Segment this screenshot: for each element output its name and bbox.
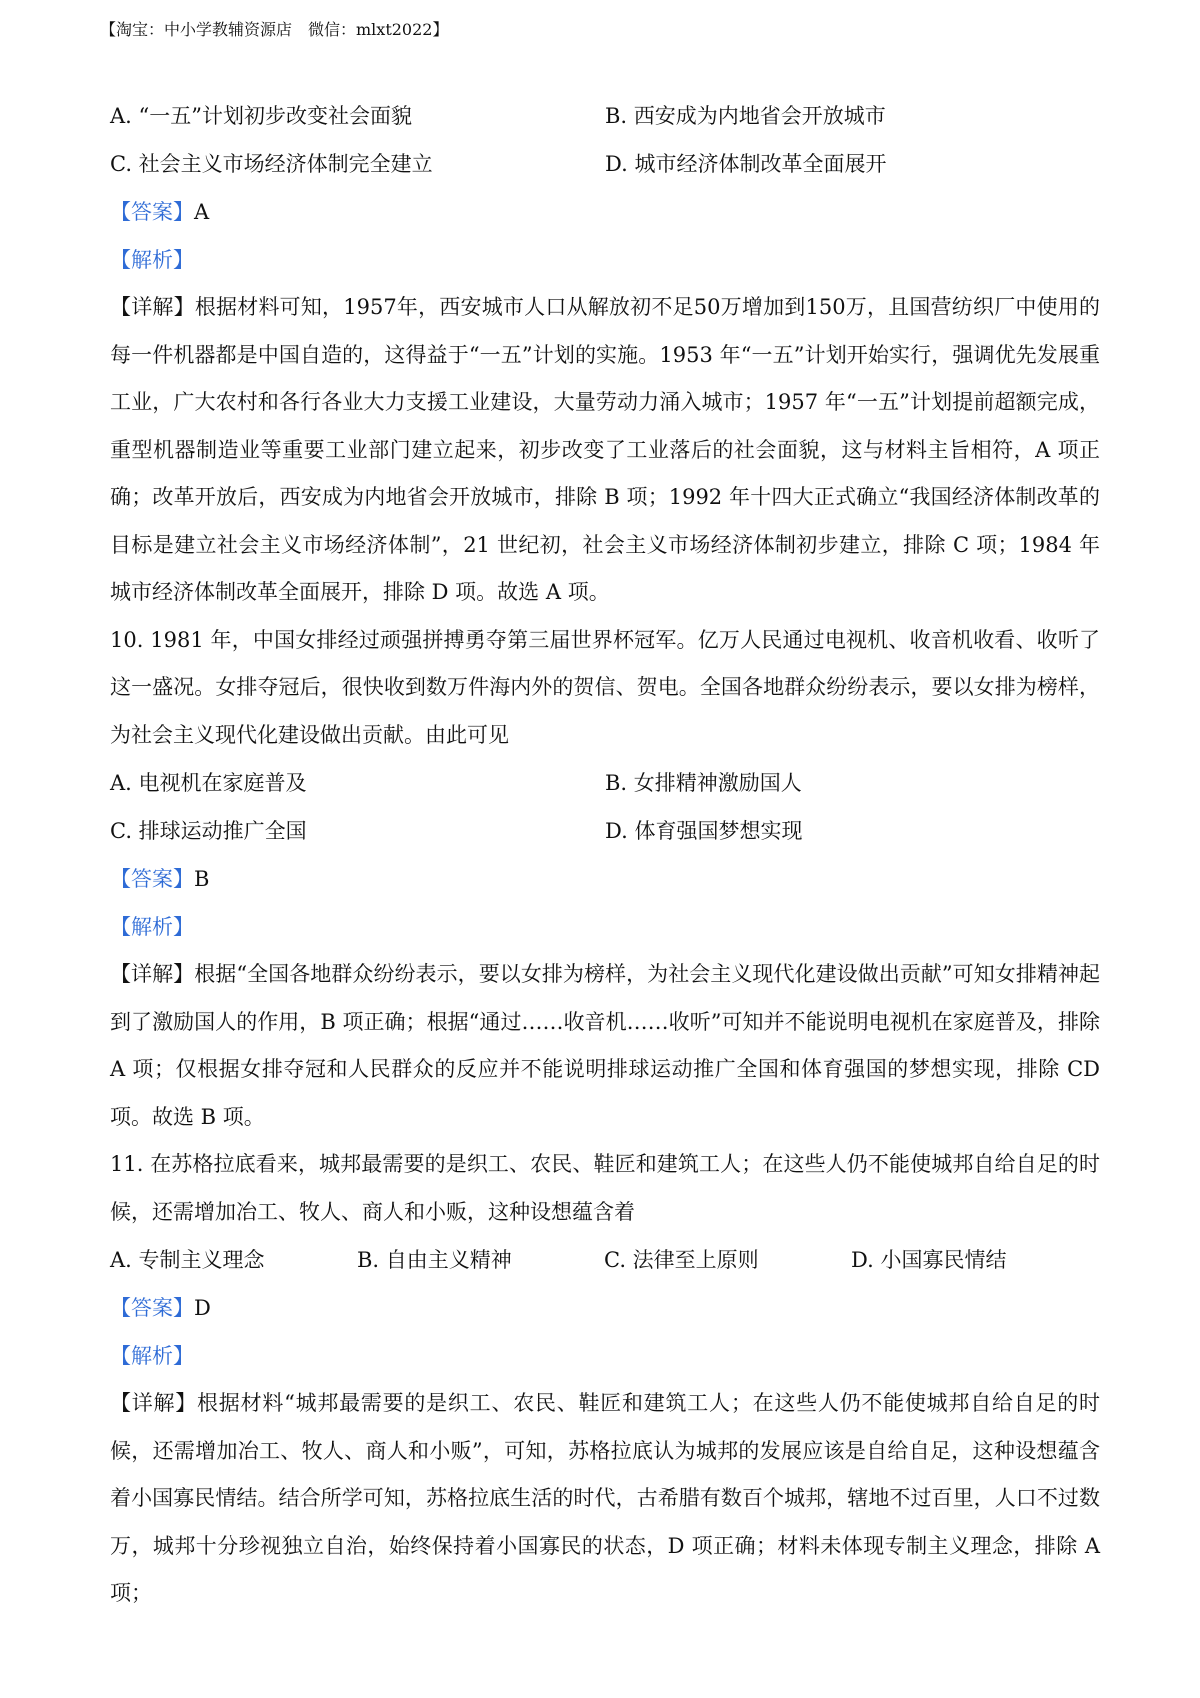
q11-detail: [110, 1380, 1100, 1618]
document-body: [110, 92, 1100, 1618]
q9-answer: [110, 188, 1100, 236]
q10-option-a: A. 电视机在家庭普及: [110, 771, 307, 795]
q10-option-c: C. 排球运动推广全国: [110, 819, 307, 843]
q10-stem: 10. 1981 年，中国女排经过顽强拼搏勇夺第三届世界杯冠军。亿万人民通过电视机、收音机收看、收听了这一盛况。女排夺冠后，很快收到数万件海内外的贺信、贺电。全国各地群众纷纷表示，要以女排为榜样，为社会主义现代化建设做出贡献。由此可见: [110, 627, 1100, 747]
answer-value: B: [194, 867, 210, 891]
answer-tag: 【答案】: [110, 1296, 194, 1320]
q11-options: [110, 1236, 1100, 1284]
detail-text: 根据材料可知，1957年，西安城市人口从解放初不足50万增加到150万，且国营纺织厂中使用的每一件机器都是中国自造的，这得益于“一五”计划的实施。1953 年“一五”计划开始实行，强调优先发展重工业，广大农村和各行各业大力支援工业建设，大量劳动力涌入城市；1957 年“一五”计划提前超额完成，重型机器制造业等重要工业部门建立起来，初步改变了工业落后的社会面貌，这与材料主旨相符，A 项正确；改革开放后，西安成为内地省会开放城市，排除 B 项；1992 年十四大正式确立“我国经济体制改革的目标是建立社会主义市场经济体制”，21 世纪初，社会主义市场经济体制初步建立，排除 C 项；1984 年城市经济体制改革全面展开，排除 D 项。故选 A 项。: [110, 295, 1101, 604]
q11-option-d: D. 小国寡民情结: [851, 1248, 1007, 1272]
detail-text: 根据“全国各地群众纷纷表示，要以女排为榜样，为社会主义现代化建设做出贡献”可知女排精神起到了激励国人的作用，B 项正确；根据“通过……收音机……收听”可知并不能说明电视机在家庭普及，排除 A 项；仅根据女排夺冠和人民群众的反应并不能说明排球运动推广全国和体育强国的梦想实现，排除 CD 项。故选 B 项。: [110, 962, 1101, 1129]
answer-value: A: [194, 200, 210, 224]
q9-detail: [110, 284, 1100, 617]
detail-tag: 【详解】: [110, 295, 195, 319]
q11-answer: [110, 1284, 1100, 1332]
q10-answer: [110, 855, 1100, 903]
q9-option-d: D. 城市经济体制改革全面展开: [605, 152, 887, 176]
q11-stem: 11. 在苏格拉底看来，城邦最需要的是织工、农民、鞋匠和建筑工人；在这些人仍不能使城邦自给自足的时候，还需增加冶工、牧人、商人和小贩，这种设想蕴含着: [110, 1152, 1100, 1224]
analysis-tag: 【解析】: [110, 1344, 194, 1368]
q11-option-b: B. 自由主义精神: [357, 1248, 512, 1272]
answer-tag: 【答案】: [110, 200, 194, 224]
q9-option-a: A. “一五”计划初步改变社会面貌: [110, 104, 412, 128]
q10-option-d: D. 体育强国梦想实现: [605, 819, 803, 843]
watermark-header: 【淘宝：中小学教辅资源店 微信：mlxt2022】: [100, 20, 449, 39]
q11-option-c: C. 法律至上原则: [604, 1248, 759, 1272]
analysis-tag: 【解析】: [110, 915, 194, 939]
q10-option-b: B. 女排精神激励国人: [605, 771, 802, 795]
q10-detail: [110, 951, 1100, 1141]
detail-tag: 【详解】: [110, 1391, 198, 1415]
q10-analysis: [110, 903, 1100, 951]
q9-option-b: B. 西安成为内地省会开放城市: [605, 104, 886, 128]
answer-tag: 【答案】: [110, 867, 194, 891]
detail-text: 根据材料“城邦最需要的是织工、农民、鞋匠和建筑工人；在这些人仍不能使城邦自给自足的时候，还需增加冶工、牧人、商人和小贩”，可知，苏格拉底认为城邦的发展应该是自给自足，这种设想蕴含着小国寡民情结。结合所学可知，苏格拉底生活的时代，古希腊有数百个城邦，辖地不过百里，人口不过数万，城邦十分珍视独立自治，始终保持着小国寡民的状态，D 项正确；材料未体现专制主义理念，排除 A 项；: [110, 1391, 1100, 1605]
q10-options: [110, 759, 1100, 855]
q9-option-c: C. 社会主义市场经济体制完全建立: [110, 152, 433, 176]
detail-tag: 【详解】: [110, 962, 195, 986]
q9-options: [110, 92, 1100, 188]
q9-analysis: [110, 236, 1100, 284]
analysis-tag: 【解析】: [110, 248, 194, 272]
q11-option-a: A. 专制主义理念: [110, 1248, 265, 1272]
q11-analysis: [110, 1332, 1100, 1380]
answer-value: D: [194, 1296, 211, 1320]
